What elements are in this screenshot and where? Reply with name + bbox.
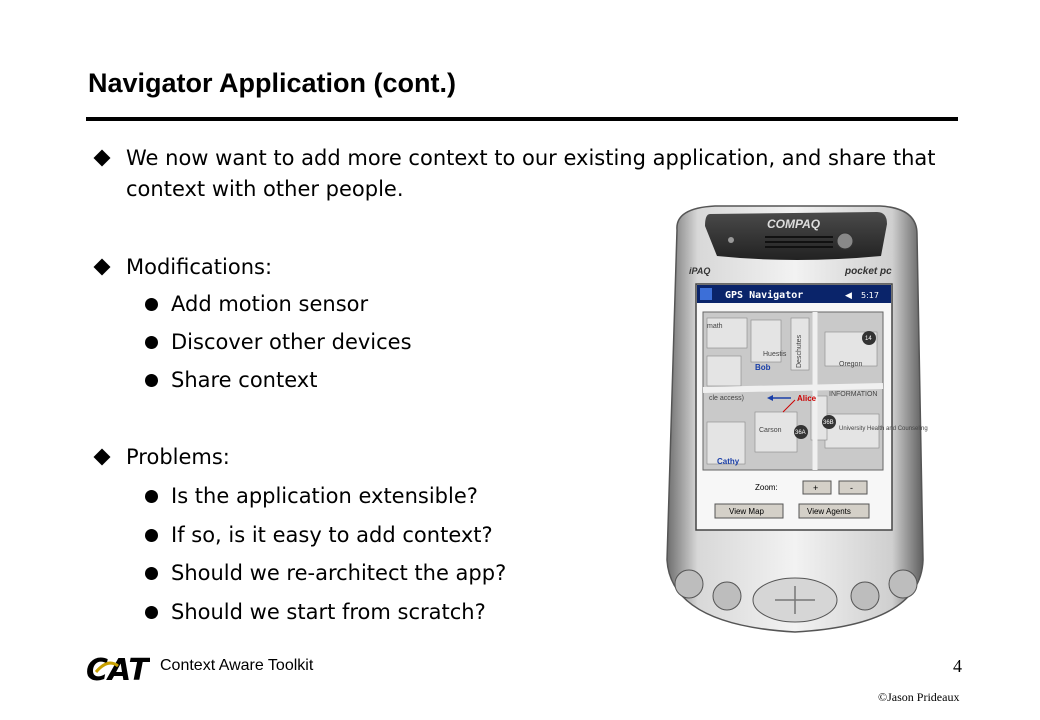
agent-cathy[interactable]: Cathy [717,457,740,466]
app-button-1[interactable] [675,570,703,598]
diamond-bullet-icon [94,150,111,167]
title-divider [86,117,958,121]
svg-text:+: + [813,483,819,493]
pocket-pc-device-image [655,200,935,640]
indicator-light-icon [728,237,734,243]
list-item: Is the application extensible? [145,481,478,512]
round-bullet-icon [145,490,158,503]
list-item: If so, is it easy to add context? [145,520,493,551]
page-number: 4 [953,656,962,676]
windows-start-icon[interactable] [700,288,712,300]
clock: 5:17 [861,291,879,300]
list-item: Discover other devices [145,327,412,358]
slide-title: Navigator Application (cont.) [88,68,457,98]
round-bullet-icon [145,567,158,580]
power-button-icon [837,233,853,249]
svg-text:14: 14 [865,336,872,342]
app-button-3[interactable] [851,582,879,610]
svg-text:View Map: View Map [729,507,764,516]
round-bullet-icon [145,606,158,619]
svg-text:Oregon: Oregon [839,361,863,368]
svg-text:36A: 36A [795,430,806,436]
round-bullet-icon [145,298,158,311]
svg-text:Carson: Carson [759,427,782,434]
toolkit-name: Context Aware Toolkit [160,657,314,674]
model-label: iPAQ [689,266,711,276]
agent-alice[interactable]: Alice [797,394,817,403]
list-item: Should we re-architect the app? [145,558,506,589]
diamond-bullet-icon [94,449,111,466]
problems-heading: Problems: [126,445,230,469]
svg-text:Huestis: Huestis [763,351,787,358]
zoom-out-button[interactable] [839,481,867,494]
app-button-2[interactable] [713,582,741,610]
bullet-intro [96,143,956,205]
copyright: ©Jason Prideaux [878,690,960,704]
list-item: Should we start from scratch? [145,597,486,628]
round-bullet-icon [145,529,158,542]
brand-label: COMPAQ [767,217,821,231]
svg-text:-: - [850,483,853,493]
round-bullet-icon [145,374,158,387]
svg-text:View Agents: View Agents [807,507,851,516]
svg-text:math: math [707,323,723,330]
svg-text:INFORMATION: INFORMATION [829,391,878,398]
zoom-label: Zoom: [755,483,778,492]
speaker-icon[interactable]: ◀ [845,291,852,301]
diamond-bullet-icon [94,259,111,276]
agent-bob[interactable]: Bob [755,363,771,372]
svg-text:CAT: CAT [86,653,149,686]
svg-text:cle access): cle access) [709,395,745,402]
app-button-4[interactable] [889,570,917,598]
svg-text:University Health and Counseli: University Health and Counseling [839,426,928,432]
modifications-heading: Modifications: [126,255,273,279]
round-bullet-icon [145,336,158,349]
list-item: Share context [145,365,317,396]
cat-logo [86,650,150,686]
bullet-intro-text: We now want to add more context to our existing application, and share that context with other people. [126,146,936,201]
svg-text:Deschutes: Deschutes [796,334,803,368]
svg-text:36B: 36B [823,420,834,426]
app-title: GPS Navigator [725,290,804,301]
os-label: pocket pc [845,266,892,277]
list-item: Add motion sensor [145,289,368,320]
